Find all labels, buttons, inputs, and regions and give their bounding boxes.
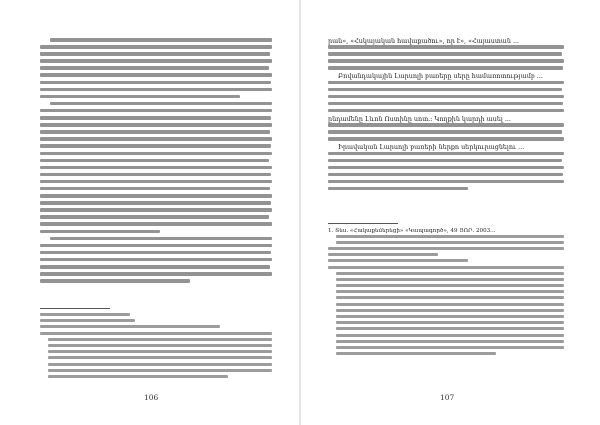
right-page-body-text [328, 38, 564, 194]
right-page-footnotes [328, 228, 564, 358]
right-body-line-3: ընդամենը Լևոն Ոստինը սոտ.։ Կողքին կարդի ասել ... [328, 116, 511, 124]
left-footnote-rule [40, 308, 110, 309]
right-footnote-rule [328, 223, 398, 224]
right-page [300, 0, 600, 425]
right-body-line-2: Բովանդակային Լարսոլի բառերը սերը համառոտությամբ ... [338, 73, 543, 81]
right-body-line-4: Իրավական Լարսոլի բառերի ներքո սերկուրացնելու ... [338, 144, 525, 152]
left-page-body-text [40, 38, 272, 286]
page-number-right: 107 [440, 393, 455, 402]
left-page-footnotes [40, 313, 272, 381]
right-footnote-1: 1. Տես. «Հակաքեմերեցի» «Կապագործ», 49 ՅՈՐ. 2003... [328, 228, 496, 234]
right-body-line-1: րան», «Հսկայական հավաքածու», որ է», «Հայաստան ... [328, 38, 520, 45]
page-number-left: 106 [144, 393, 159, 402]
